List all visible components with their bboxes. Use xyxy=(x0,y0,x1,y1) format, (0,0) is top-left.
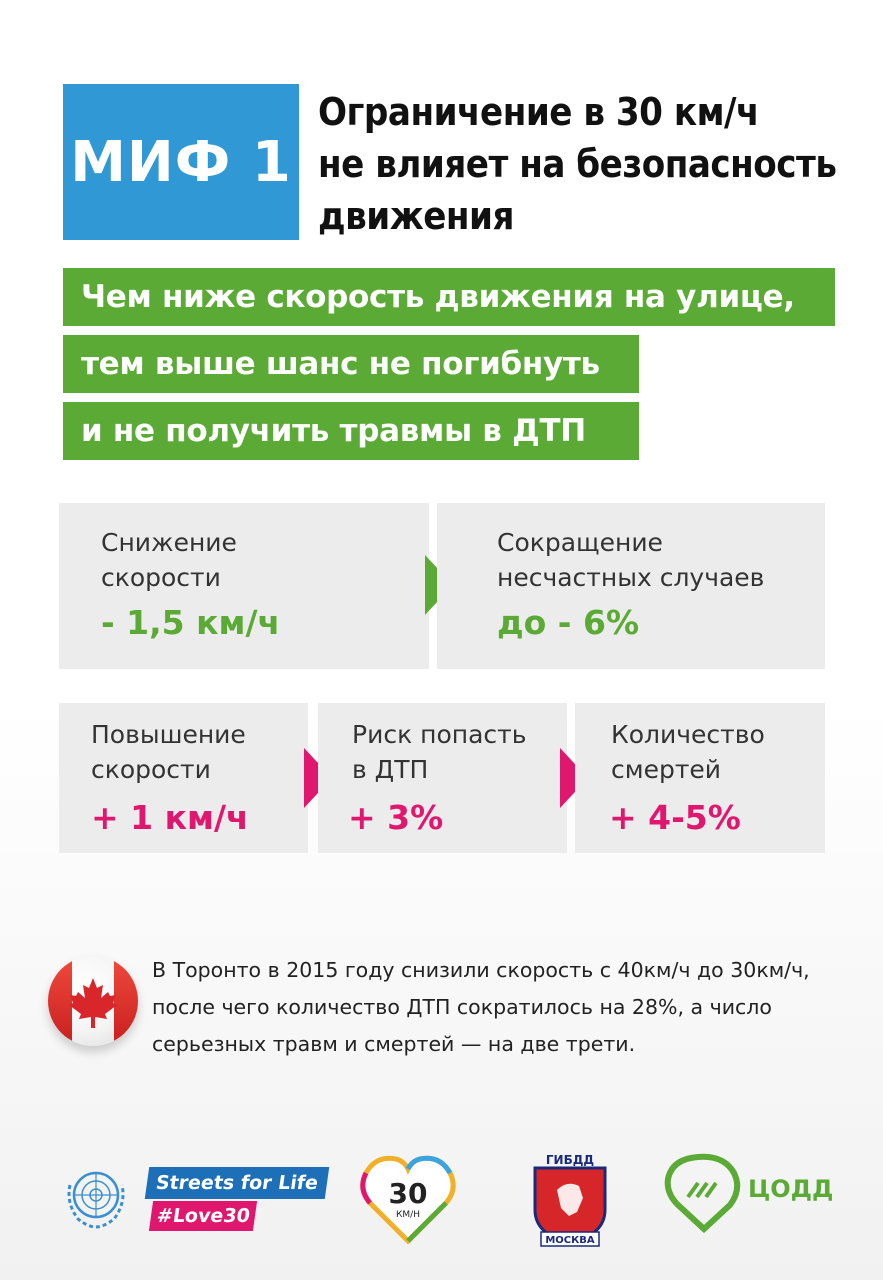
stat-label-line: Повышение xyxy=(91,720,246,749)
stat-label xyxy=(611,717,765,787)
stat-label-line: Снижение xyxy=(101,528,237,557)
stat-box-accident-reduction xyxy=(437,503,825,669)
streets-for-life-text: Streets for Life xyxy=(145,1167,329,1199)
stat-label-line: несчастных случаев xyxy=(497,563,765,592)
stat-value: до - 6% xyxy=(497,603,640,642)
streets-for-life-logo xyxy=(147,1163,331,1233)
myth-title-line: не влияет на безопасность xyxy=(318,142,837,186)
myth-title-line: движения xyxy=(318,194,514,238)
stat-label xyxy=(91,717,246,787)
love30-heart-logo xyxy=(356,1147,460,1247)
toronto-note-line: В Торонто в 2015 году снизили скорость с 40км/ч до 30км/ч, xyxy=(152,958,810,982)
stat-value: - 1,5 км/ч xyxy=(101,603,281,642)
stat-value: + 4-5% xyxy=(609,798,741,837)
stat-label-line: скорости xyxy=(91,755,211,784)
codd-text: ЦОДД xyxy=(748,1175,834,1203)
love30-hashtag: #Love30 xyxy=(149,1201,257,1231)
stat-label-line: в ДТП xyxy=(352,755,429,784)
gibdd-bottom-text: МОСКВА xyxy=(545,1235,595,1246)
un-emblem-icon xyxy=(58,1163,134,1231)
stat-box-speed-increase xyxy=(59,703,308,853)
gibdd-moscow-emblem xyxy=(527,1150,613,1250)
toronto-note xyxy=(152,952,872,1063)
toronto-note-line: после чего количество ДТП сократилось на 28%, а число xyxy=(152,995,772,1019)
green-bar-1: Чем ниже скорость движения на улице, xyxy=(63,268,835,326)
stat-label-line: смертей xyxy=(611,755,722,784)
stat-label-line: скорости xyxy=(101,563,221,592)
codd-pin-icon xyxy=(664,1153,744,1233)
myth-title-line: Ограничение в 30 км/ч xyxy=(318,90,759,134)
stat-label-line: Сокращение xyxy=(497,528,663,557)
stat-label-line: Количество xyxy=(611,720,765,749)
codd-logo xyxy=(664,1153,834,1233)
stat-value: + 1 км/ч xyxy=(91,798,249,837)
canada-flag-icon xyxy=(48,956,138,1046)
toronto-note-line: серьезных травм и смертей — на две трети. xyxy=(152,1032,636,1056)
stat-label xyxy=(101,525,237,595)
stat-box-speed-decrease xyxy=(59,503,429,669)
myth-label: МИФ 1 xyxy=(63,84,299,240)
stat-label xyxy=(497,525,764,595)
stat-label xyxy=(352,717,526,787)
stat-label-line: Риск попасть xyxy=(352,720,527,749)
myth-title xyxy=(318,86,878,242)
speed-sign-number: 30 xyxy=(388,1177,428,1210)
green-bar-2: тем выше шанс не погибнуть xyxy=(63,335,639,393)
speed-sign-unit: КМ/Н xyxy=(396,1210,420,1220)
stat-value: + 3% xyxy=(348,798,444,837)
green-bar-3: и не получить травмы в ДТП xyxy=(63,402,639,460)
gibdd-top-text: ГИБДД xyxy=(545,1153,595,1167)
stat-box-accident-risk xyxy=(318,703,567,853)
stat-box-deaths xyxy=(575,703,825,853)
